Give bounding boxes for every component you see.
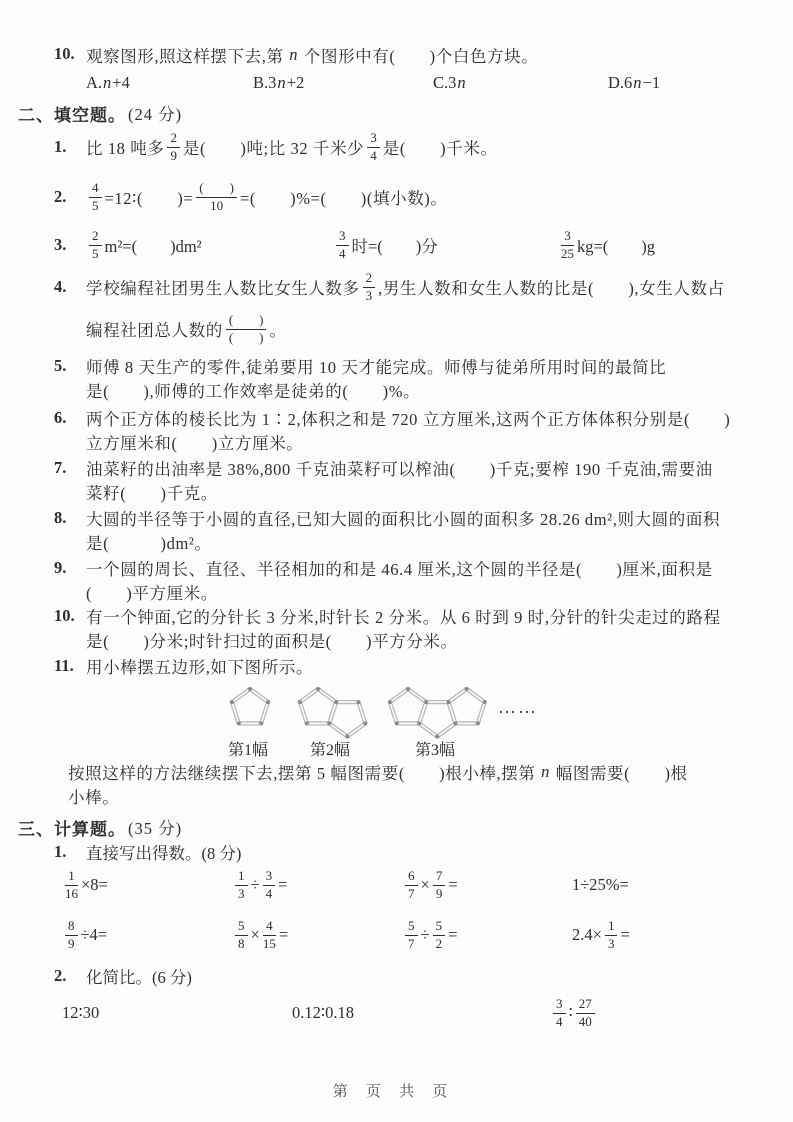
calc-expression: $\frac{1}{16}$ ×8= xyxy=(65,867,108,901)
simplify-expression: 0.12∶0.18 xyxy=(292,1003,355,1022)
calc-expression: $\frac{6}{7}$ × $\frac{7}{9}$ = xyxy=(402,869,572,902)
calc-expression: $\frac{1}{3}$ ÷ $\frac{3}{4}$ = xyxy=(232,869,402,902)
fill-item-8 xyxy=(54,506,769,554)
section-calc-title xyxy=(18,814,769,840)
fill-item-3 xyxy=(54,224,769,266)
pentagon-figure-1 xyxy=(222,678,274,760)
figure-caption-2: 第2幅 xyxy=(309,742,350,759)
item-text-line-1: 两个正方体的棱长比为 1∶2,体积之和是 720 立方厘米,这两个正方体体积分别是( ) xyxy=(86,410,731,429)
sub-item-label: 直接写出得数。(8 分) xyxy=(86,844,242,863)
unit-conversion-3: $\frac{3}{25}$ kg=( )g xyxy=(561,227,656,261)
fill-item-4 xyxy=(54,266,769,350)
item-number: 6. xyxy=(54,408,67,427)
calc-sub-2 xyxy=(54,964,769,988)
item-text-line-1: 一个圆的周长、直径、半径相加的和是 46.4 厘米,这个圆的半径是( )厘米,面积是 xyxy=(86,560,713,579)
option-d: D.6 n −1 xyxy=(608,73,661,92)
item-text-line-1: 学校编程社团男生人数比女生人数多 $\frac{2}{3}$ ,男生人数和女生人数的比是( ),女生人数占 xyxy=(86,269,725,303)
followup-line-1: 按照这样的方法继续摆下去,摆第 5 幅图需要( )根小棒,摆第 n 幅图需要( )根 xyxy=(68,762,688,783)
ellipsis-dots: …… xyxy=(498,696,538,717)
sub-item-number: 2. xyxy=(54,966,67,985)
item-number: 4. xyxy=(54,277,67,296)
sub-item-number: 1. xyxy=(54,842,67,861)
item-number: 8. xyxy=(54,508,67,527)
fill-item-1 xyxy=(54,126,769,168)
fill-item-5 xyxy=(54,354,769,402)
item-text-line-2: 编程社团总人数的 $\frac{( )}{( )}$ 。 xyxy=(86,311,287,345)
options-row xyxy=(86,68,769,98)
calc-row-2 xyxy=(18,914,769,956)
figure-caption-1: 第1幅 xyxy=(227,742,268,759)
pentagon-figures xyxy=(18,678,769,760)
figure-followup xyxy=(68,760,769,808)
calc-sub-1 xyxy=(54,840,769,864)
calc-expression: $\frac{5}{8}$ × $\frac{4}{15}$ = xyxy=(232,919,402,952)
followup-line-2: 小棒。 xyxy=(68,788,120,807)
item-text-line-2: 是( )dm²。 xyxy=(86,534,212,553)
simplify-expression: $\frac{3}{4}$ ∶ $\frac{27}{40}$ xyxy=(550,997,598,1030)
section-title-text: 二、填空题。 xyxy=(18,105,126,125)
simplify-row xyxy=(18,992,769,1034)
calc-expression: 2.4× $\frac{1}{3}$ = xyxy=(572,917,630,951)
unit-conversion-1: $\frac{2}{5}$ m²=( )dm² xyxy=(86,229,333,262)
item-number: 1. xyxy=(54,137,67,156)
item-text-line-2: 是( )分米;时针扫过的面积是( )平方分米。 xyxy=(86,632,458,651)
choice-question-10 xyxy=(54,42,769,98)
fill-item-7 xyxy=(54,456,769,504)
option-b: B.3 n +2 xyxy=(253,73,305,92)
sub-item-label: 化简比。(6 分) xyxy=(86,968,192,987)
pentagon-figure-2 xyxy=(290,678,370,760)
item-text-line-1: 大圆的半径等于小圆的直径,已知大圆的面积比小圆的面积多 28.26 dm²,则大圆的面积 xyxy=(86,510,721,529)
item-number: 2. xyxy=(54,187,67,206)
item-text-line-1: 有一个钟面,它的分针长 3 分米,时针长 2 分米。从 6 时到 9 时,分针的针尖走过的路程 xyxy=(86,608,721,627)
section-fill-title xyxy=(18,100,769,126)
item-text-line-2: ( )平方厘米。 xyxy=(86,584,218,603)
section-title-text: 三、计算题。 xyxy=(18,819,126,839)
pentagon-figure-1-image xyxy=(222,678,274,742)
page-footer: 第 页 共 页 xyxy=(332,1083,455,1100)
question-number: 10. xyxy=(54,44,75,63)
fill-item-10 xyxy=(54,604,769,652)
fill-item-2 xyxy=(54,176,769,218)
section-score: (35 分) xyxy=(128,819,183,838)
item-text-line-2: 菜籽( )千克。 xyxy=(86,484,218,503)
item-text: 比 18 吨多 $\frac{2}{9}$ 是( )吨;比 32 千米少 $\frac{3}{4}$ 是( )千米。 xyxy=(86,129,498,163)
pentagon-figure-3 xyxy=(380,678,490,760)
fill-item-9 xyxy=(54,556,769,604)
calc-row-1 xyxy=(18,864,769,906)
calc-expression: $\frac{8}{9}$ ÷4= xyxy=(62,919,232,952)
item-text-line-1: 油菜籽的出油率是 38%,800 千克油菜籽可以榨油( )千克;要榨 190 千克油,需要油 xyxy=(86,460,713,479)
item-text-line-1: 师傅 8 天生产的零件,徒弟要用 10 天才能完成。师傅与徒弟所用时间的最简比 xyxy=(86,358,667,377)
item-number: 11. xyxy=(54,656,74,675)
option-c: C.3 n xyxy=(433,73,466,92)
calc-expression: 1÷25%= xyxy=(572,875,629,894)
section-score: (24 分) xyxy=(128,105,183,124)
item-text: 用小棒摆五边形,如下图所示。 xyxy=(86,658,314,677)
item-text: $\frac{4}{5}$ =12∶( )= $\frac{( )}{10}$ =( )%=( )(填小数)。 xyxy=(86,176,769,218)
pentagon-figure-2-image xyxy=(290,678,370,742)
pentagon-figure-3-image xyxy=(380,678,490,742)
item-number: 3. xyxy=(54,235,67,254)
fill-item-11 xyxy=(54,654,769,678)
fill-item-6 xyxy=(54,406,769,454)
item-columns xyxy=(86,224,769,266)
figure-caption-3: 第3幅 xyxy=(414,742,455,759)
item-text-line-2: 立方厘米和( )立方厘米。 xyxy=(86,434,304,453)
calc-expression: $\frac{5}{7}$ ÷ $\frac{5}{2}$ = xyxy=(402,919,572,952)
item-number: 9. xyxy=(54,558,67,577)
item-number: 5. xyxy=(54,356,67,375)
option-a: A. n +4 xyxy=(86,73,130,92)
item-text-line-2: 是( ),师傅的工作效率是徒弟的( )%。 xyxy=(86,382,421,401)
question-stem: 观察图形,照这样摆下去,第 n 个图形中有( )个白色方块。 xyxy=(86,45,539,66)
item-number: 7. xyxy=(54,458,67,477)
unit-conversion-2: $\frac{3}{4}$ 时=( )分 xyxy=(333,229,558,262)
item-number: 10. xyxy=(54,606,75,625)
simplify-expression: 12∶30 xyxy=(62,1003,100,1022)
